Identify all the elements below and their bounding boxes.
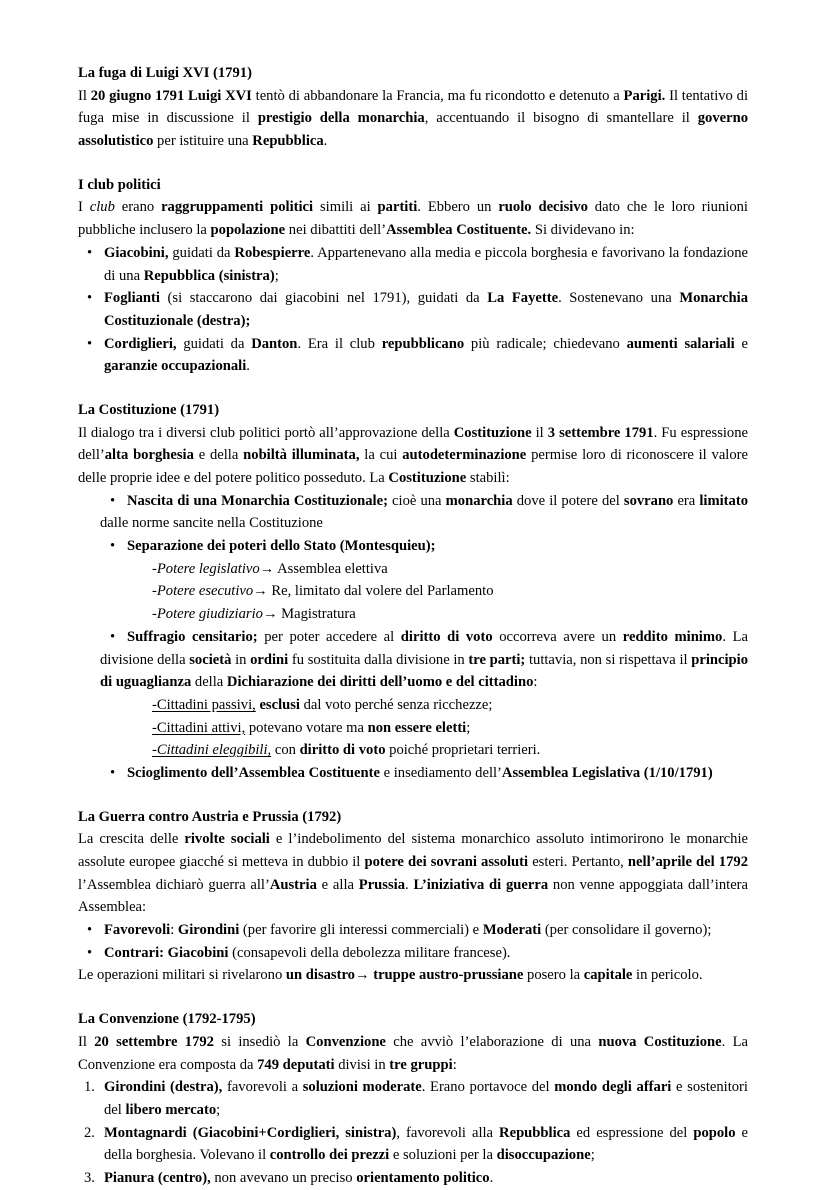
plain-text: e alla	[316, 876, 359, 893]
plain-text: . Sostenevano una	[558, 290, 680, 307]
plain-text: Il tentativo di fuga mise in discussione il	[78, 87, 748, 127]
plain-text: in	[231, 651, 251, 668]
plain-text: .	[323, 133, 328, 150]
bold-text: partiti	[377, 199, 418, 216]
italic-text: -Potere esecutivo	[152, 583, 254, 600]
section-heading-costituzione: La Costituzione (1791)	[78, 401, 220, 418]
plain-text: dato che le loro riunioni pubbliche inclusero la	[78, 199, 748, 239]
bold-text: potere dei sovrani assoluti	[364, 854, 529, 870]
plain-text: per istituire una	[153, 133, 253, 150]
plain-text: e della	[193, 447, 244, 464]
plain-text: divisi in	[334, 1056, 390, 1073]
section-closing-guerra	[78, 964, 748, 987]
bold-text: garanzie occupazionali	[104, 358, 247, 375]
bold-text: diritto di voto	[400, 628, 493, 645]
list-item	[78, 942, 748, 965]
plain-text: (per consolidare il governo);	[541, 922, 712, 939]
plain-text: potevano votare ma	[245, 719, 368, 736]
bold-text: nobiltà illuminata,	[243, 447, 360, 464]
plain-text: stabilì:	[466, 470, 510, 486]
plain-text: . La divisione della	[100, 628, 748, 668]
bold-text: Costituzione	[453, 424, 532, 441]
bold-text: Moderati	[482, 922, 542, 939]
bold-text: Girondini (destra),	[104, 1079, 223, 1096]
bold-text: Austria	[269, 876, 317, 893]
sub-list-item	[100, 558, 748, 581]
list-item	[78, 287, 748, 332]
bold-text: popolo	[693, 1124, 736, 1141]
section-heading-guerra: La Guerra contro Austria e Prussia (1792)	[78, 808, 342, 825]
plain-text: esteri. Pertanto,	[528, 854, 628, 870]
bold-text: disoccupazione	[496, 1147, 591, 1164]
plain-text: la cui	[359, 447, 403, 464]
bullet-icon: •	[110, 538, 116, 555]
bold-text: ordini	[250, 651, 289, 668]
bold-text: Parigi.	[623, 87, 666, 104]
plain-text: ed espressione del	[570, 1124, 694, 1141]
document-body	[78, 62, 748, 1190]
bold-text: capitale	[583, 967, 633, 984]
bullet-icon: •	[110, 628, 116, 645]
bullet-list-guerra	[78, 919, 748, 964]
plain-text: (si staccarono dai giacobini nel 1791), guidati da	[159, 290, 488, 307]
plain-text: , favorevoli alla	[396, 1124, 500, 1141]
bold-text: libero mercato	[125, 1101, 217, 1118]
plain-text: :	[533, 674, 538, 691]
list-item	[78, 242, 748, 287]
plain-text: per poter accedere al	[257, 628, 401, 645]
bold-text: sovrano	[623, 492, 674, 509]
bold-text: Assemblea Legislativa (1/10/1791)	[501, 764, 713, 781]
bold-text: Dichiarazione dei diritti dell’uomo e del cittadino	[226, 674, 534, 691]
plain-text: posero la	[523, 967, 584, 984]
bold-text: tre parti;	[468, 651, 526, 668]
bold-text: Pianura (centro),	[104, 1169, 211, 1186]
plain-text: → Magistratura	[262, 606, 356, 623]
bold-text: Cordiglieri,	[104, 335, 177, 352]
underlined-text: -Cittadini passivi,	[152, 696, 256, 713]
section-heading-club: I club politici	[78, 176, 161, 193]
bullet-list-costituzione	[100, 490, 748, 785]
plain-text: poiché proprietari terrieri.	[385, 742, 541, 759]
plain-text: si insediò la	[213, 1033, 306, 1050]
plain-text: ;	[590, 1147, 595, 1164]
plain-text: simili ai	[313, 199, 378, 216]
bold-text: tre gruppi	[389, 1056, 453, 1073]
sub-list-item	[100, 694, 748, 717]
bold-text: Danton	[251, 335, 298, 352]
plain-text: il	[531, 424, 548, 441]
bold-text: Repubblica (sinistra)	[143, 267, 275, 284]
plain-text: dal voto perché senza ricchezze;	[299, 696, 493, 713]
list-item	[78, 1076, 748, 1121]
plain-text: .	[405, 876, 414, 893]
section-spacer	[78, 785, 748, 806]
bold-text: Montagnardi (Giacobini+Cordiglieri, sinistra)	[104, 1124, 397, 1141]
bold-text: Foglianti	[104, 290, 160, 307]
list-item	[100, 535, 748, 626]
plain-text: :	[170, 922, 178, 939]
bullet-icon: •	[110, 764, 116, 781]
bullet-list-club	[78, 242, 748, 378]
plain-text: e	[734, 335, 748, 352]
section-spacer	[78, 987, 748, 1008]
bold-text: Prussia	[358, 876, 405, 893]
bold-text: soluzioni moderate	[302, 1079, 422, 1096]
plain-text: e della borghesia. Volevano il	[104, 1124, 748, 1164]
plain-text: e insediamento dell’	[379, 764, 502, 781]
bold-text: alta borghesia	[104, 447, 194, 464]
plain-text: La crescita delle	[78, 831, 185, 848]
plain-text: non venne appoggiata dall’intera Assemblea:	[78, 876, 749, 916]
bold-text: Convenzione	[305, 1033, 386, 1050]
plain-text: in pericolo.	[632, 967, 703, 984]
bold-text: Giacobini,	[104, 244, 169, 261]
bold-text: diritto di voto	[299, 742, 386, 759]
plain-text: ;	[466, 719, 471, 736]
plain-text: Le operazioni militari si rivelarono	[78, 967, 286, 984]
bold-text: aumenti salariali	[626, 335, 735, 352]
italic-text: club	[89, 199, 115, 216]
list-item	[100, 762, 748, 785]
plain-text: della	[191, 674, 227, 691]
bold-text: La Fayette	[487, 290, 559, 307]
plain-text: → Re, limitato dal volere del Parlamento	[253, 583, 494, 600]
section-spacer	[78, 153, 748, 174]
plain-text: ;	[274, 267, 279, 284]
plain-text: e soluzioni per la	[389, 1147, 497, 1164]
plain-text: e sostenitori del	[104, 1079, 748, 1118]
section-paragraph-club	[78, 196, 748, 241]
bold-text: rivolte sociali	[184, 831, 270, 848]
bold-text: popolazione	[210, 222, 286, 239]
sub-list-item	[100, 603, 748, 626]
bold-text: 20 settembre 1792	[94, 1033, 214, 1050]
numbered-list-convenzione	[78, 1076, 748, 1189]
italic-text: -Potere giudiziario	[152, 606, 263, 623]
bold-text: ruolo decisivo	[498, 199, 588, 216]
bold-text: Separazione dei poteri dello Stato (Montesquieu);	[127, 538, 436, 555]
plain-text: fu sostituita dalla divisione in	[288, 651, 469, 668]
bold-text: società	[189, 651, 232, 668]
plain-text: e l’indebolimento del sistema monarchico assoluto intimorirono le monarchie assolute europee giacché si metteva in dubbio il	[78, 831, 748, 870]
underlined-italic-text: -Cittadini eleggibili,	[152, 742, 272, 759]
plain-text: . Ebbero un	[417, 199, 499, 216]
plain-text: permise loro di riconoscere il valore delle proprie idee e del potere politico posseduto. La	[78, 447, 748, 486]
bold-text: controllo dei prezzi	[269, 1147, 390, 1164]
plain-text: dove il potere del	[512, 492, 624, 509]
bold-text: Girondini	[177, 922, 240, 939]
plain-text: cioè una	[387, 492, 446, 509]
bold-text: Suffragio censitario;	[127, 628, 258, 645]
bold-text: Robespierre	[234, 244, 311, 261]
section-paragraph-costituzione	[78, 422, 748, 490]
section-heading-fuga: La fuga di Luigi XVI (1791)	[78, 65, 252, 81]
plain-text: nei dibattiti dell’	[285, 222, 387, 239]
plain-text: tentò di abbandonare la Francia, ma fu ricondotto e detenuto a	[251, 87, 624, 104]
bold-text: Contrari: Giacobini	[104, 944, 229, 961]
bold-text: Monarchia Costituzionale (destra);	[104, 290, 748, 329]
bold-text: 749 deputati	[257, 1056, 335, 1073]
plain-text: .	[489, 1169, 494, 1186]
plain-text: era	[673, 492, 700, 509]
section-paragraph-fuga	[78, 85, 748, 153]
section-heading-convenzione: La Convenzione (1792-1795)	[78, 1011, 256, 1028]
plain-text: → Assemblea elettiva	[259, 560, 388, 577]
bold-text: Repubblica	[252, 133, 324, 150]
plain-text: non avevano un preciso	[210, 1169, 357, 1186]
plain-text: l’Assemblea dichiarò guerra all’	[78, 876, 270, 893]
plain-text: Si dividevano in:	[531, 222, 635, 239]
plain-text: (consapevoli della debolezza militare francese).	[228, 944, 511, 961]
plain-text: . La Convenzione era composta da	[78, 1033, 748, 1073]
list-item	[100, 490, 748, 535]
plain-text: erano	[114, 199, 162, 216]
bold-text: 20 giugno 1791 Luigi XVI	[90, 87, 252, 104]
plain-text: (per favorire gli interessi commerciali) e	[239, 922, 483, 939]
sub-list-item	[100, 739, 748, 762]
list-item	[78, 1167, 748, 1190]
sub-list-item	[100, 717, 748, 740]
plain-text: . Fu espressione dell’	[78, 424, 749, 464]
plain-text: tuttavia, non si rispettava il	[525, 651, 692, 668]
bold-text: Nascita di una Monarchia Costituzionale;	[127, 492, 388, 509]
list-item	[78, 333, 748, 378]
bold-text: L’iniziativa di guerra	[413, 876, 549, 893]
bold-text: prestigio della monarchia	[257, 110, 425, 127]
sub-list-item	[100, 580, 748, 603]
plain-text: Il	[78, 87, 91, 104]
plain-text: guidati da	[176, 335, 252, 352]
italic-text: -Potere legislativo	[152, 560, 260, 577]
bold-text: limitato	[699, 492, 748, 509]
plain-text: →	[354, 967, 374, 984]
plain-text: .	[246, 358, 250, 375]
plain-text: occorreva avere un	[492, 628, 623, 645]
plain-text: :	[452, 1056, 457, 1073]
bold-text: Assemblea Costituente.	[386, 222, 532, 239]
bold-text: non essere eletti	[367, 719, 467, 736]
plain-text: . Erano portavoce del	[421, 1079, 555, 1096]
plain-text: dalle norme sancite nella Costituzione	[100, 515, 323, 532]
bold-text: reddito minimo	[622, 628, 723, 645]
plain-text: Il	[78, 1033, 95, 1050]
bold-text: 3 settembre 1791	[547, 424, 654, 441]
plain-text: che avviò l’elaborazione di una	[385, 1033, 599, 1050]
section-spacer	[78, 378, 748, 399]
bold-text: principio di uguaglianza	[100, 651, 749, 691]
bold-text: nuova Costituzione	[598, 1033, 722, 1050]
bold-text: repubblicano	[381, 335, 465, 352]
bold-text: Scioglimento dell’Assemblea Costituente	[127, 764, 380, 781]
underlined-text: -Cittadini attivi,	[152, 719, 246, 736]
bold-text: mondo degli affari	[554, 1079, 672, 1096]
plain-text: più radicale; chiedevano	[464, 335, 627, 352]
plain-text: . Era il club	[297, 335, 382, 352]
bold-text: governo assolutistico	[78, 110, 748, 150]
plain-text: ;	[216, 1101, 221, 1118]
plain-text: guidati da	[168, 244, 235, 261]
bold-text: truppe austro-prussiane	[373, 967, 524, 984]
list-item	[78, 1122, 748, 1167]
plain-text: favorevoli a	[222, 1079, 303, 1096]
bold-text: Repubblica	[499, 1124, 571, 1141]
bold-text: raggruppamenti politici	[161, 199, 314, 216]
list-item	[78, 919, 748, 942]
bold-text: esclusi	[259, 696, 300, 713]
bold-text: orientamento politico	[356, 1169, 490, 1186]
list-item	[100, 626, 748, 762]
bold-text: autodeterminazione	[402, 447, 527, 464]
bold-text: Favorevoli	[104, 922, 171, 939]
plain-text: con	[271, 742, 300, 759]
plain-text: I	[78, 199, 90, 216]
bold-text: monarchia	[445, 492, 513, 509]
section-paragraph-convenzione	[78, 1031, 748, 1076]
bold-text: Costituzione	[388, 470, 467, 486]
plain-text: Il dialogo tra i diversi club politici portò all’approvazione della	[78, 424, 454, 441]
bullet-icon: •	[110, 492, 116, 509]
section-paragraph-guerra	[78, 828, 748, 919]
plain-text: , accentuando il bisogno di smantellare il	[424, 110, 698, 127]
bold-text: nell’aprile del 1792	[627, 854, 748, 870]
bold-text: un disastro	[285, 967, 355, 984]
plain-text: . Appartenevano alla media e piccola borghesia e favorivano la fondazione di una	[104, 244, 748, 284]
